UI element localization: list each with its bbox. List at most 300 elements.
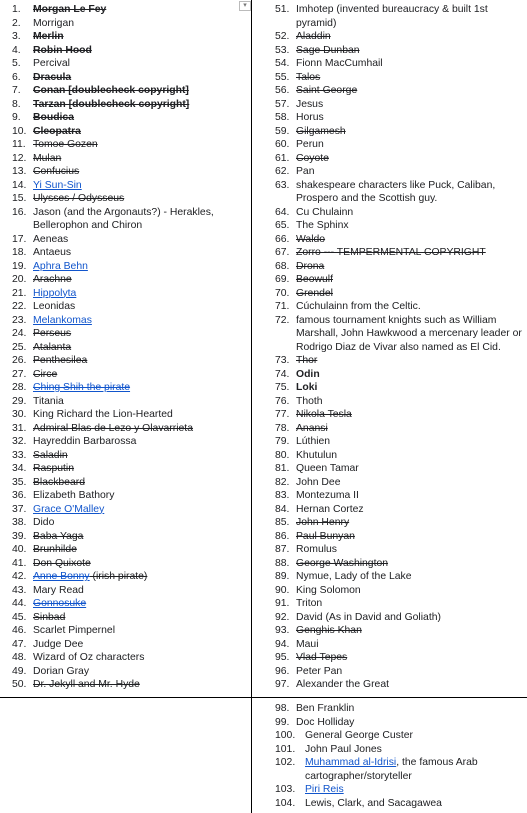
list-item xyxy=(275,783,525,797)
list-number: 57. xyxy=(275,98,290,110)
list-text xyxy=(33,98,250,112)
list-number: 58. xyxy=(275,112,290,123)
list-item xyxy=(275,111,525,125)
list-item xyxy=(275,570,525,584)
list-item xyxy=(275,98,525,112)
list-item xyxy=(12,489,250,503)
list-item xyxy=(12,273,250,287)
list-text xyxy=(296,354,525,368)
list-item xyxy=(275,314,525,355)
list-text xyxy=(296,300,525,314)
list-label: Conan [doublecheck copyright] xyxy=(33,85,189,96)
dropdown-arrow-icon[interactable]: ▾ xyxy=(239,1,251,11)
list-text xyxy=(296,702,525,716)
list-label: Tomoe Gozen xyxy=(33,139,98,150)
list-number: 4. xyxy=(12,44,21,56)
list-text xyxy=(296,125,525,139)
list-number: 90. xyxy=(275,584,290,596)
list-item xyxy=(12,408,250,422)
list-number: 40. xyxy=(12,544,27,555)
list-text xyxy=(33,638,250,652)
list-label: Penthesilea xyxy=(33,355,88,366)
list-number: 50. xyxy=(12,679,27,690)
list-number: 30. xyxy=(12,409,27,420)
list-item xyxy=(275,557,525,571)
list-number: 1. xyxy=(12,4,21,15)
list-label: Morrigan xyxy=(33,17,74,29)
list-label: Boudica xyxy=(33,112,74,123)
list-number: 92. xyxy=(275,611,290,623)
list-text xyxy=(296,597,525,611)
list-item xyxy=(12,327,250,341)
list-link[interactable]: Piri Reis xyxy=(305,784,344,795)
list-link[interactable]: Muhammad al-Idrisi xyxy=(305,757,397,768)
list-item xyxy=(275,743,525,757)
list-text xyxy=(296,165,525,179)
list-text xyxy=(296,3,525,30)
list-label: Admiral Blas de Lezo y Olavarrieta xyxy=(33,422,193,434)
list-item xyxy=(12,395,250,409)
list-number: 68. xyxy=(275,260,290,272)
list-item xyxy=(275,233,525,247)
list-text xyxy=(305,797,525,811)
list-text xyxy=(33,152,250,166)
list-text xyxy=(296,638,525,652)
list-item xyxy=(275,756,525,783)
list-item xyxy=(12,462,250,476)
list-number: 39. xyxy=(12,530,27,542)
list-label: Genghis Khan xyxy=(296,625,362,636)
list-link[interactable]: Gonnosuke xyxy=(33,598,87,609)
list-label: Pan xyxy=(296,166,315,177)
list-text xyxy=(33,476,250,490)
list-text xyxy=(296,489,525,503)
list-item xyxy=(275,462,525,476)
list-label: Horus xyxy=(296,112,324,123)
list-number: 65. xyxy=(275,220,290,231)
list-item xyxy=(12,476,250,490)
list-number: 81. xyxy=(275,463,290,474)
list-number: 33. xyxy=(12,449,27,461)
list-number: 97. xyxy=(275,679,290,690)
list-item xyxy=(275,57,525,71)
list-number: 79. xyxy=(275,436,290,447)
list-text xyxy=(296,71,525,85)
list-label: Alexander the Great xyxy=(296,679,389,690)
list-text xyxy=(296,246,525,260)
list-link[interactable]: Ching Shih the pirate xyxy=(33,382,131,393)
list-number: 71. xyxy=(275,301,290,312)
list-number: 88. xyxy=(275,557,290,569)
list-number: 51. xyxy=(275,4,290,15)
list-number: 45. xyxy=(12,611,27,623)
list-label: Queen Tamar xyxy=(296,463,359,474)
list-number: 61. xyxy=(275,152,290,164)
list-text xyxy=(296,395,525,409)
list-text xyxy=(33,179,250,193)
list-item xyxy=(275,665,525,679)
list-item xyxy=(275,422,525,436)
list-label: Cleopatra xyxy=(33,125,81,137)
list-number: 36. xyxy=(12,490,27,501)
list-label: Atalanta xyxy=(33,341,72,353)
list-number: 67. xyxy=(275,247,290,258)
list-number: 42. xyxy=(12,571,27,582)
list-label: Nikola Tesla xyxy=(296,409,352,420)
list-item xyxy=(12,152,250,166)
list-item xyxy=(275,300,525,314)
list-number: 9. xyxy=(12,112,21,123)
list-text xyxy=(33,516,250,530)
list-item xyxy=(275,381,525,395)
list-text xyxy=(33,665,250,679)
list-text xyxy=(296,152,525,166)
list-label: Gilgamesh xyxy=(296,125,346,137)
list-item xyxy=(12,651,250,665)
list-number: 94. xyxy=(275,638,290,650)
list-item xyxy=(12,260,250,274)
list-number: 23. xyxy=(12,314,27,326)
list-label: Scarlet Pimpernel xyxy=(33,625,116,636)
list-item xyxy=(12,125,250,139)
list-text xyxy=(296,678,525,692)
list-label: Nymue, Lady of the Lake xyxy=(296,571,412,582)
list-number: 78. xyxy=(275,422,290,434)
list-column-2 xyxy=(275,3,525,692)
list-label: George Washington xyxy=(296,557,389,569)
list-text xyxy=(296,716,525,730)
list-text xyxy=(33,125,250,139)
list-text xyxy=(296,503,525,517)
list-label: Jesus xyxy=(296,98,324,110)
list-item xyxy=(275,543,525,557)
list-label: Blackbeard xyxy=(33,476,85,488)
list-label: Elizabeth Bathory xyxy=(33,490,115,501)
list-text xyxy=(33,300,250,314)
list-text xyxy=(296,651,525,665)
list-label: Baba Yaga xyxy=(33,530,84,542)
list-text xyxy=(33,327,250,341)
list-text xyxy=(296,449,525,463)
list-label: Coyote xyxy=(296,152,329,164)
list-text xyxy=(33,503,250,517)
list-text xyxy=(296,530,525,544)
list-text xyxy=(33,435,250,449)
list-item xyxy=(12,3,250,17)
list-label: Thor xyxy=(296,355,318,366)
list-item xyxy=(275,638,525,652)
list-text xyxy=(296,287,525,301)
list-label: David (As in David and Goliath) xyxy=(296,611,441,623)
list-number: 70. xyxy=(275,287,290,299)
list-item xyxy=(275,3,525,30)
list-item xyxy=(12,570,250,584)
list-label: Aladdin xyxy=(296,31,331,42)
list-item xyxy=(12,665,250,679)
list-number: 29. xyxy=(12,395,27,407)
list-label: Titania xyxy=(33,395,64,407)
list-label: Montezuma II xyxy=(296,490,359,501)
list-label: Doc Holliday xyxy=(296,716,355,728)
list-number: 55. xyxy=(275,71,290,83)
list-number: 80. xyxy=(275,449,290,461)
list-label: Loki xyxy=(296,382,318,393)
list-text xyxy=(296,138,525,152)
list-label: Zorro --- TEMPERMENTAL COPYRIGHT xyxy=(296,247,486,258)
list-item xyxy=(12,611,250,625)
list-text xyxy=(33,314,250,328)
list-item xyxy=(12,98,250,112)
list-text xyxy=(296,260,525,274)
list-text xyxy=(33,138,250,152)
list-text xyxy=(296,557,525,571)
list-text xyxy=(33,624,250,638)
list-text xyxy=(296,44,525,58)
list-item xyxy=(12,435,250,449)
list-number: 75. xyxy=(275,382,290,393)
list-label: Hernan Cortez xyxy=(296,503,364,515)
list-label: Rasputin xyxy=(33,463,75,474)
list-text xyxy=(33,57,250,71)
list-text xyxy=(33,557,250,571)
list-number: 47. xyxy=(12,638,27,650)
list-text xyxy=(296,273,525,287)
list-label: Sage Dunban xyxy=(296,44,360,56)
list-link[interactable]: Hippolyta xyxy=(33,287,77,299)
list-label: King Solomon xyxy=(296,584,361,596)
list-label: Khutulun xyxy=(296,449,338,461)
list-item xyxy=(12,30,250,44)
list-label: Imhotep (invented bureaucracy & built 1st pyramid) xyxy=(296,4,488,29)
list-number: 20. xyxy=(12,274,27,285)
list-text xyxy=(33,30,250,44)
list-item xyxy=(275,651,525,665)
list-item xyxy=(275,797,525,811)
list-item xyxy=(12,57,250,71)
list-label: Perun xyxy=(296,139,324,150)
list-text xyxy=(33,192,250,206)
list-label: John Henry xyxy=(296,517,350,528)
list-number: 77. xyxy=(275,409,290,420)
list-text xyxy=(33,597,250,611)
list-label: Grendel xyxy=(296,287,333,299)
list-label: Vlad Tepes xyxy=(296,652,348,663)
list-item xyxy=(275,30,525,44)
list-text xyxy=(296,30,525,44)
list-text xyxy=(33,570,250,584)
list-number: 2. xyxy=(12,17,21,29)
list-label: Peter Pan xyxy=(296,665,343,677)
list-item xyxy=(12,368,250,382)
list-number: 56. xyxy=(275,85,290,96)
list-link[interactable]: Anne Bonny xyxy=(33,571,90,582)
column-divider xyxy=(251,0,252,813)
list-number: 12. xyxy=(12,152,27,164)
list-label: Brunhilde xyxy=(33,544,77,555)
list-label: John Paul Jones xyxy=(305,743,382,755)
list-item xyxy=(275,611,525,625)
list-number: 7. xyxy=(12,85,21,96)
list-item xyxy=(12,678,250,692)
list-number: 5. xyxy=(12,58,21,69)
list-label: Sinbad xyxy=(33,611,66,623)
list-label: Aeneas xyxy=(33,233,69,245)
list-label: Fionn MacCumhail xyxy=(296,58,383,69)
list-item xyxy=(12,557,250,571)
list-number: 74. xyxy=(275,368,290,380)
list-text xyxy=(33,354,250,368)
list-item xyxy=(275,476,525,490)
list-number: 26. xyxy=(12,355,27,366)
list-item xyxy=(275,125,525,139)
list-number: 38. xyxy=(12,517,27,528)
list-item xyxy=(275,729,525,743)
list-label: Paul Bunyan xyxy=(296,530,355,542)
list-number: 73. xyxy=(275,355,290,366)
list-label: Thoth xyxy=(296,395,323,407)
list-item xyxy=(275,395,525,409)
list-number: 59. xyxy=(275,125,290,137)
list-item xyxy=(12,17,250,31)
list-number: 25. xyxy=(12,341,27,353)
list-text xyxy=(305,756,525,783)
list-link[interactable]: Aphra Behn xyxy=(33,260,88,272)
list-item xyxy=(275,435,525,449)
list-text xyxy=(33,233,250,247)
list-number: 19. xyxy=(12,260,27,272)
list-link[interactable]: Grace O'Malley xyxy=(33,503,105,515)
list-item xyxy=(275,84,525,98)
list-number: 64. xyxy=(275,206,290,218)
list-label: General George Custer xyxy=(305,730,414,741)
list-number: 102. xyxy=(275,757,296,768)
list-label: Dido xyxy=(33,517,55,528)
list-label: Dorian Gray xyxy=(33,665,90,677)
list-label: Morgan Le Fey xyxy=(33,4,107,15)
list-item xyxy=(275,246,525,260)
list-item xyxy=(275,530,525,544)
list-number: 93. xyxy=(275,625,290,636)
list-number: 49. xyxy=(12,665,27,677)
list-number: 103. xyxy=(275,784,296,795)
list-text xyxy=(296,84,525,98)
list-number: 62. xyxy=(275,166,290,177)
list-text xyxy=(33,611,250,625)
list-number: 14. xyxy=(12,179,27,191)
list-number: 43. xyxy=(12,584,27,596)
list-item xyxy=(275,138,525,152)
list-item xyxy=(275,597,525,611)
list-label: Saladin xyxy=(33,449,68,461)
list-item xyxy=(12,206,250,233)
list-text xyxy=(296,435,525,449)
list-item xyxy=(12,192,250,206)
list-number: 34. xyxy=(12,463,27,474)
list-item xyxy=(275,219,525,233)
list-label: Cúchulainn from the Celtic. xyxy=(296,301,421,312)
list-number: 35. xyxy=(12,476,27,488)
list-label: Dr. Jekyll and Mr. Hyde xyxy=(33,679,140,690)
list-text xyxy=(33,449,250,463)
list-text xyxy=(33,165,250,179)
list-number: 48. xyxy=(12,652,27,663)
list-item xyxy=(12,179,250,193)
list-item xyxy=(12,449,250,463)
list-item xyxy=(275,273,525,287)
list-label: Anansi xyxy=(296,422,328,434)
list-item xyxy=(12,314,250,328)
list-number: 95. xyxy=(275,652,290,663)
list-label: shakespeare characters like Puck, Caliban, Prospero and the Scottish guy. xyxy=(296,179,496,204)
list-number: 3. xyxy=(12,31,21,42)
list-label: Jason (and the Argonauts?) - Herakles, Bellerophon and Chiron xyxy=(33,206,214,231)
list-label: Antaeus xyxy=(33,247,72,258)
list-label: Odin xyxy=(296,368,320,380)
list-number: 8. xyxy=(12,98,21,110)
list-text xyxy=(296,462,525,476)
list-label: Romulus xyxy=(296,544,337,555)
list-text xyxy=(33,395,250,409)
list-label: Saint George xyxy=(296,85,358,96)
list-label: Confucius xyxy=(33,166,80,177)
list-number: 91. xyxy=(275,598,290,609)
list-text xyxy=(296,57,525,71)
list-item xyxy=(12,111,250,125)
list-number: 13. xyxy=(12,166,27,177)
list-item xyxy=(12,638,250,652)
list-item xyxy=(275,516,525,530)
list-item xyxy=(275,624,525,638)
list-number: 99. xyxy=(275,716,290,728)
list-label: Dracula xyxy=(33,71,72,83)
list-link[interactable]: Yi Sun-Sin xyxy=(33,179,82,191)
list-item xyxy=(12,300,250,314)
list-text xyxy=(33,206,250,233)
list-text xyxy=(33,3,250,17)
list-number: 21. xyxy=(12,287,27,299)
list-label: Triton xyxy=(296,598,323,609)
list-text xyxy=(33,260,250,274)
list-link[interactable]: Melankomas xyxy=(33,314,92,326)
list-number: 46. xyxy=(12,625,27,636)
list-text xyxy=(33,44,250,58)
list-label: Drona xyxy=(296,260,325,272)
list-number: 28. xyxy=(12,382,27,393)
list-text xyxy=(296,611,525,625)
list-item xyxy=(12,287,250,301)
list-label: Maui xyxy=(296,638,319,650)
list-text xyxy=(33,341,250,355)
list-label: John Dee xyxy=(296,476,341,488)
list-item xyxy=(275,449,525,463)
list-number: 31. xyxy=(12,422,27,434)
list-item xyxy=(12,530,250,544)
list-text xyxy=(33,651,250,665)
list-item xyxy=(275,71,525,85)
list-label: Leonidas xyxy=(33,301,76,312)
list-label: Ben Franklin xyxy=(296,703,355,714)
list-number: 76. xyxy=(275,395,290,407)
list-item xyxy=(275,584,525,598)
list-item xyxy=(12,516,250,530)
list-text xyxy=(296,314,525,355)
list-number: 85. xyxy=(275,517,290,528)
list-number: 63. xyxy=(275,179,290,191)
list-text xyxy=(296,624,525,638)
list-text xyxy=(33,287,250,301)
list-text xyxy=(296,206,525,220)
list-text xyxy=(296,476,525,490)
